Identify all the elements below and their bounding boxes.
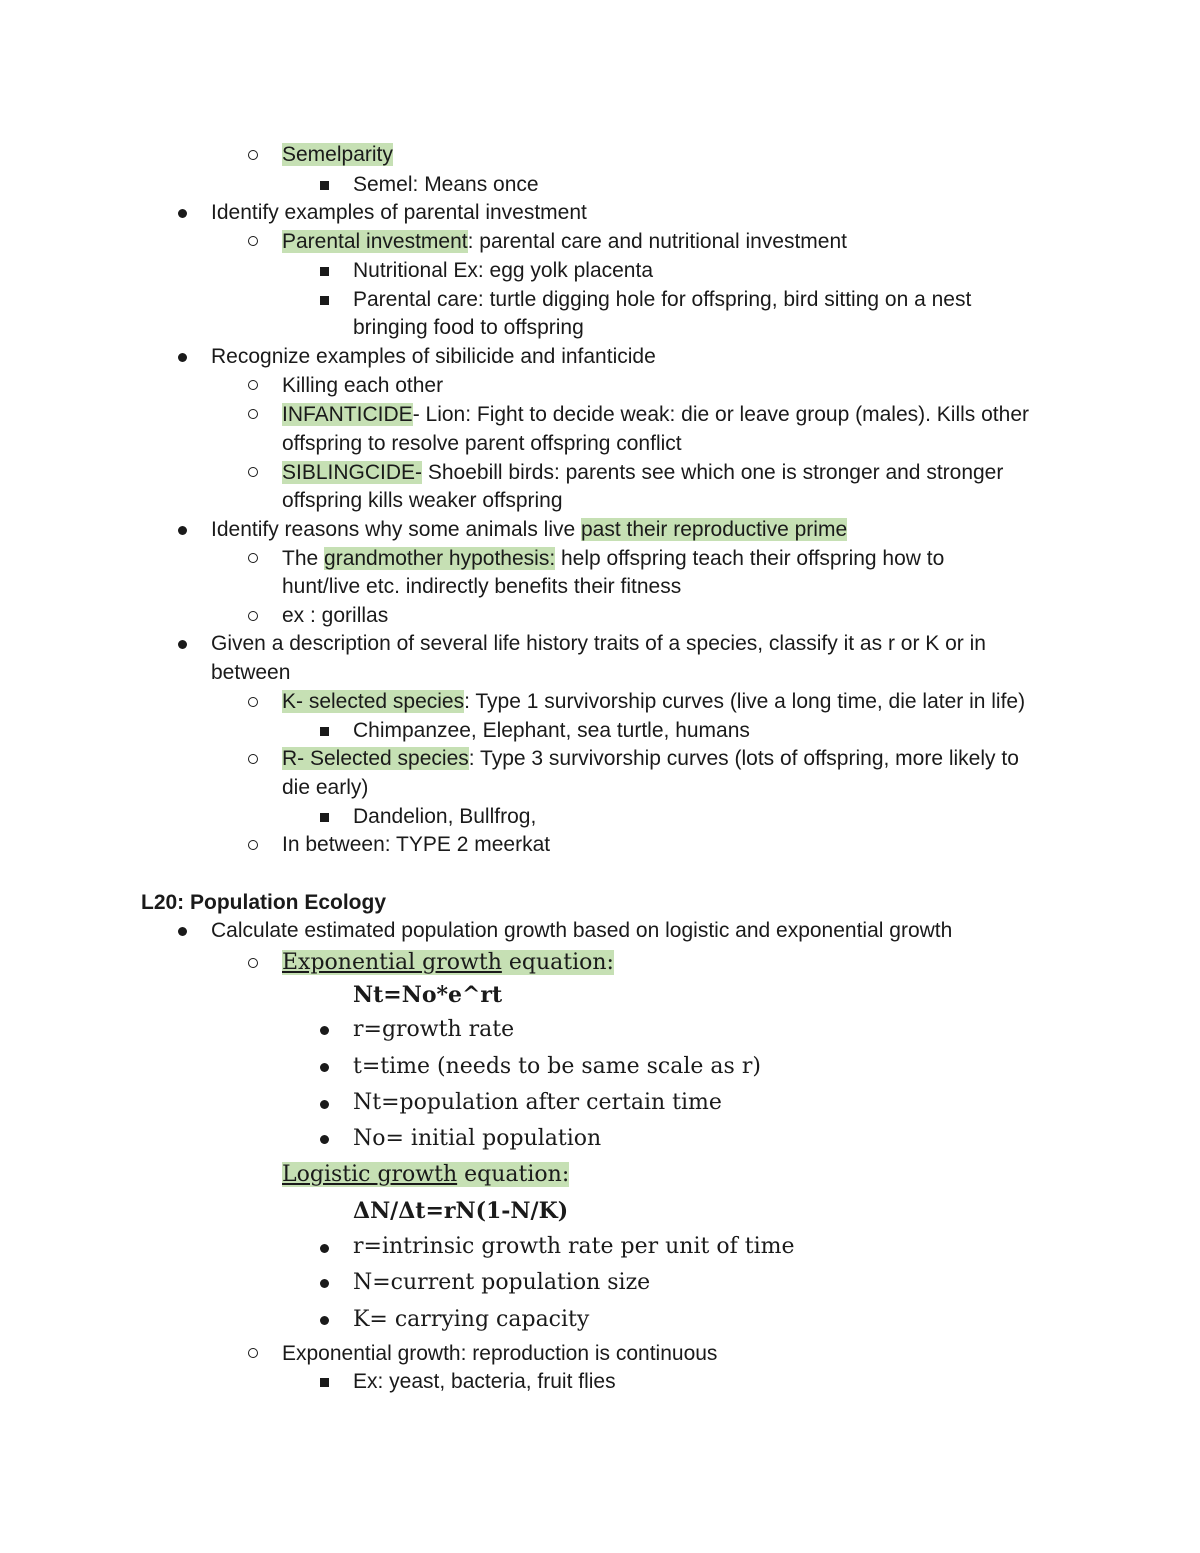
list-item: Identify examples of parental investment [211, 201, 587, 224]
square-bullet-icon [320, 727, 329, 736]
highlighted-term: past their reproductive prime [581, 518, 848, 541]
list-item-continuation: between [211, 661, 291, 684]
list-item [282, 401, 1029, 429]
highlighted-term: R- Selected species [282, 747, 469, 770]
list-item-continuation: hunt/live etc. indirectly benefits their fitness [282, 575, 682, 598]
list-item: Recognize examples of sibilicide and infanticide [211, 345, 656, 368]
circle-bullet-icon [248, 754, 258, 764]
square-bullet-icon [320, 267, 329, 276]
dot-bullet-icon [320, 1316, 329, 1325]
circle-bullet-icon [248, 150, 258, 160]
circle-bullet-icon [248, 611, 258, 621]
list-item-continuation: offspring to resolve parent offspring conflict [282, 432, 682, 455]
circle-bullet-icon [248, 840, 258, 850]
list-item [282, 459, 1003, 487]
circle-bullet-icon [248, 958, 258, 968]
item-text: equation: [501, 950, 614, 975]
item-text: : Type 3 survivorship curves (lots of offspring, more likely to [468, 747, 1019, 770]
list-item: r=intrinsic growth rate per unit of time [353, 1234, 795, 1259]
highlighted-term: Exponential growth [282, 950, 502, 975]
list-item: Nutritional Ex: egg yolk placenta [353, 259, 653, 282]
item-text: Identify reasons why some animals live [211, 518, 581, 541]
list-item: In between: TYPE 2 meerkat [282, 833, 551, 856]
list-item: r=growth rate [353, 1017, 515, 1042]
list-item-continuation: offspring kills weaker offspring [282, 489, 563, 512]
list-item: t=time (needs to be same scale as r) [353, 1054, 761, 1079]
dot-bullet-icon [178, 927, 187, 936]
dot-bullet-icon [178, 526, 187, 535]
list-item-continuation: bringing food to offspring [353, 316, 584, 339]
list-item [211, 516, 847, 544]
list-item: N=current population size [353, 1270, 651, 1295]
square-bullet-icon [320, 813, 329, 822]
list-item [282, 948, 614, 978]
list-item: Ex: yeast, bacteria, fruit flies [353, 1370, 616, 1393]
circle-bullet-icon [248, 1348, 258, 1358]
dot-bullet-icon [320, 1135, 329, 1144]
highlighted-term: SIBLINGCIDE- [282, 461, 423, 484]
list-item [282, 745, 1019, 773]
circle-bullet-icon [248, 236, 258, 246]
circle-bullet-icon [248, 553, 258, 563]
dot-bullet-icon [178, 353, 187, 362]
list-item [282, 688, 1025, 716]
highlighted-term: INFANTICIDE [282, 403, 413, 426]
item-text: equation: [457, 1162, 570, 1187]
highlighted-term: K- selected species [282, 690, 465, 713]
dot-bullet-icon [320, 1026, 329, 1035]
item-text: - Lion: Fight to decide weak: die or leave group (males). Kills other [412, 403, 1029, 426]
list-item: Given a description of several life history traits of a species, classify it as r or K or in [211, 632, 986, 655]
dot-bullet-icon [178, 209, 187, 218]
dot-bullet-icon [320, 1279, 329, 1288]
list-item: Killing each other [282, 374, 444, 397]
item-text: Shoebill birds: parents see which one is stronger and stronger [422, 461, 1004, 484]
list-item [282, 1160, 569, 1190]
list-item: No= initial population [353, 1126, 602, 1151]
dot-bullet-icon [320, 1244, 329, 1253]
highlighted-term: Parental investment [282, 230, 468, 253]
list-item [282, 228, 847, 256]
dot-bullet-icon [320, 1100, 329, 1109]
equation: Nt=No*e^rt [353, 982, 503, 1008]
list-item: Dandelion, Bullfrog, [353, 805, 537, 828]
circle-bullet-icon [248, 697, 258, 707]
list-item: Nt=population after certain time [353, 1090, 722, 1115]
section-heading: L20: Population Ecology [141, 891, 387, 914]
square-bullet-icon [320, 296, 329, 305]
list-item: Exponential growth: reproduction is continuous [282, 1342, 718, 1365]
item-text: : Type 1 survivorship curves (live a long time, die later in life) [464, 690, 1026, 713]
list-item-continuation: die early) [282, 776, 369, 799]
list-item [282, 141, 393, 169]
circle-bullet-icon [248, 380, 258, 390]
square-bullet-icon [320, 181, 329, 190]
highlighted-term: Logistic growth [282, 1162, 458, 1187]
list-item: Calculate estimated population growth based on logistic and exponential growth [211, 919, 953, 942]
list-item: ex : gorillas [282, 604, 389, 627]
square-bullet-icon [320, 1378, 329, 1387]
item-text: The [282, 547, 325, 570]
circle-bullet-icon [248, 467, 258, 477]
highlighted-term: grandmother hypothesis: [324, 547, 556, 570]
circle-bullet-icon [248, 409, 258, 419]
item-text: help offspring teach their offspring how to [555, 547, 945, 570]
item-text: : parental care and nutritional investment [467, 230, 847, 253]
list-item: Chimpanzee, Elephant, sea turtle, humans [353, 719, 750, 742]
equation: ΔN/Δt=rN(1-N/K) [353, 1198, 569, 1224]
dot-bullet-icon [320, 1063, 329, 1072]
list-item: K= carrying capacity [353, 1307, 590, 1332]
list-item: Semel: Means once [353, 173, 539, 196]
list-item: Parental care: turtle digging hole for offspring, bird sitting on a nest [353, 288, 972, 311]
highlighted-term: Semelparity [282, 143, 393, 166]
dot-bullet-icon [178, 640, 187, 649]
list-item [282, 545, 944, 573]
